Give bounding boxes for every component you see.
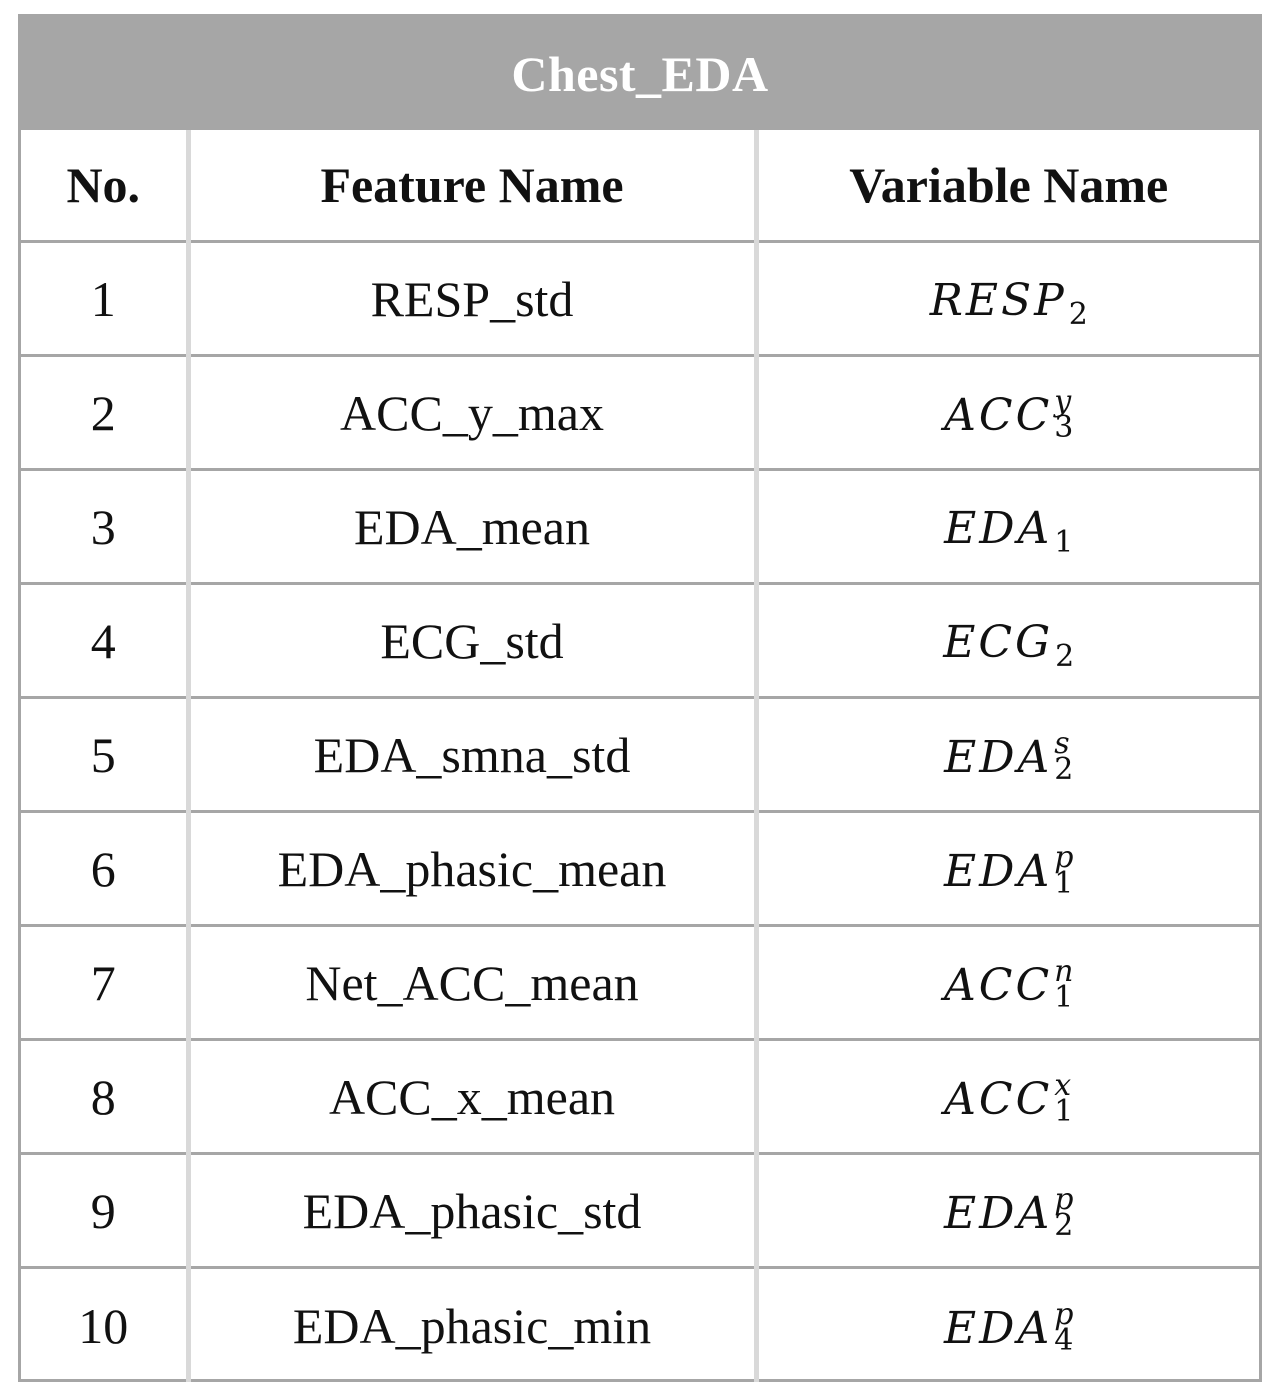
variable-symbol xyxy=(944,954,1074,1016)
variable-superscript: p xyxy=(1054,1182,1074,1218)
table-title: Chest_EDA xyxy=(21,17,1259,130)
table-row xyxy=(21,1040,1259,1154)
variable-base: RESP xyxy=(929,274,1067,326)
variable-base: ACC xyxy=(944,1073,1053,1125)
variable-name xyxy=(756,356,1259,470)
variable-base: EDA xyxy=(944,1187,1053,1239)
feature-name: EDA_phasic_min xyxy=(188,1268,756,1382)
variable-scripts xyxy=(1054,384,1074,446)
feature-name: ACC_x_mean xyxy=(188,1040,756,1154)
variable-name xyxy=(756,242,1259,356)
feature-grid xyxy=(21,130,1259,1382)
variable-subscript: 1 xyxy=(1054,525,1074,561)
variable-base: EDA xyxy=(944,1302,1053,1354)
variable-subscript: 2 xyxy=(1068,297,1088,333)
variable-subscript: 4 xyxy=(1054,1323,1074,1359)
variable-scripts xyxy=(1054,726,1074,788)
header-variable-name: Variable Name xyxy=(756,130,1259,242)
variable-symbol xyxy=(944,1068,1074,1130)
header-no: No. xyxy=(21,130,188,242)
variable-symbol xyxy=(944,840,1074,902)
table-row xyxy=(21,812,1259,926)
variable-symbol xyxy=(943,614,1075,675)
header-feature-name: Feature Name xyxy=(188,130,756,242)
variable-scripts xyxy=(1054,1068,1074,1130)
variable-scripts xyxy=(1055,614,1075,675)
variable-name xyxy=(756,584,1259,698)
row-number: 6 xyxy=(21,812,188,926)
header-row xyxy=(21,130,1259,242)
variable-name xyxy=(756,470,1259,584)
feature-name: EDA_smna_std xyxy=(188,698,756,812)
variable-subscript: 3 xyxy=(1054,410,1074,446)
variable-base: EDA xyxy=(944,502,1053,554)
variable-scripts xyxy=(1068,272,1088,333)
variable-symbol xyxy=(944,500,1074,561)
table-row xyxy=(21,698,1259,812)
variable-scripts xyxy=(1054,500,1074,561)
row-number: 8 xyxy=(21,1040,188,1154)
variable-base: ECG xyxy=(943,616,1054,668)
row-number: 5 xyxy=(21,698,188,812)
variable-superscript: p xyxy=(1054,1297,1074,1333)
feature-name: Net_ACC_mean xyxy=(188,926,756,1040)
row-number: 1 xyxy=(21,242,188,356)
row-number: 2 xyxy=(21,356,188,470)
row-number: 4 xyxy=(21,584,188,698)
feature-name: EDA_phasic_std xyxy=(188,1154,756,1268)
variable-base: EDA xyxy=(944,845,1053,897)
variable-name xyxy=(756,812,1259,926)
variable-name xyxy=(756,1268,1259,1382)
feature-name: EDA_phasic_mean xyxy=(188,812,756,926)
table-row xyxy=(21,926,1259,1040)
variable-subscript: 1 xyxy=(1054,1094,1074,1130)
variable-name xyxy=(756,698,1259,812)
table-row xyxy=(21,356,1259,470)
variable-scripts xyxy=(1054,1297,1074,1359)
variable-superscript: p xyxy=(1054,840,1074,876)
feature-name: ECG_std xyxy=(188,584,756,698)
variable-symbol xyxy=(944,726,1074,788)
variable-scripts xyxy=(1054,1182,1074,1244)
row-number: 9 xyxy=(21,1154,188,1268)
variable-superscript: x xyxy=(1054,1068,1072,1104)
variable-scripts xyxy=(1054,954,1074,1016)
row-number: 7 xyxy=(21,926,188,1040)
variable-base: ACC xyxy=(944,959,1053,1011)
variable-subscript: 2 xyxy=(1054,752,1074,788)
variable-symbol xyxy=(944,1297,1074,1359)
variable-symbol xyxy=(944,384,1074,446)
table-row xyxy=(21,1268,1259,1382)
feature-name: ACC_y_max xyxy=(188,356,756,470)
table-row xyxy=(21,584,1259,698)
variable-symbol xyxy=(944,1182,1074,1244)
variable-name xyxy=(756,1040,1259,1154)
variable-subscript: 2 xyxy=(1054,1208,1074,1244)
feature-name: RESP_std xyxy=(188,242,756,356)
variable-superscript: s xyxy=(1054,726,1070,762)
variable-symbol xyxy=(929,272,1088,333)
variable-name xyxy=(756,926,1259,1040)
row-number: 10 xyxy=(21,1268,188,1382)
row-number: 3 xyxy=(21,470,188,584)
variable-superscript: y xyxy=(1054,384,1072,420)
table-row xyxy=(21,242,1259,356)
variable-subscript: 2 xyxy=(1055,639,1075,675)
variable-superscript: n xyxy=(1054,954,1074,990)
feature-table xyxy=(18,14,1262,1382)
variable-scripts xyxy=(1054,840,1074,902)
feature-name: EDA_mean xyxy=(188,470,756,584)
variable-subscript: 1 xyxy=(1054,980,1074,1016)
table-row xyxy=(21,1154,1259,1268)
table-row xyxy=(21,470,1259,584)
variable-subscript: 1 xyxy=(1054,866,1074,902)
variable-name xyxy=(756,1154,1259,1268)
variable-base: ACC xyxy=(944,389,1053,441)
variable-base: EDA xyxy=(944,731,1053,783)
